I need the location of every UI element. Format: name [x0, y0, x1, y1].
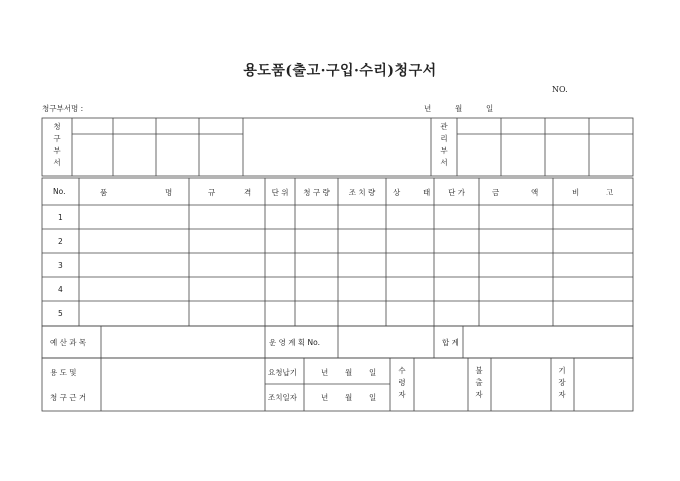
header-item-name-1: 품: [100, 188, 108, 197]
header-unit: 단 위: [271, 188, 289, 197]
row-number: 5: [58, 309, 63, 318]
recorder-label: 기 장 자: [558, 366, 566, 399]
due-year: 년: [321, 368, 329, 377]
due-date-label: 요청납기: [268, 368, 297, 377]
header-action-qty: 조 치 량: [348, 188, 376, 197]
header-amount-2: 액: [531, 188, 539, 197]
header-spec-2: 격: [244, 188, 252, 197]
request-basis-label: 청 구 근 거: [50, 393, 87, 402]
issuer-label: 불 출 자: [475, 366, 483, 399]
due-day: 일: [369, 368, 377, 377]
header-spec-1: 규: [208, 188, 216, 197]
action-day: 일: [369, 393, 377, 402]
purpose-label: 용 도 및: [50, 368, 77, 377]
manage-dept-label: 관 리 부 서: [440, 122, 448, 167]
header-request-qty: 청 구 량: [303, 188, 330, 197]
request-dept-label: 청 구 부 서: [53, 122, 61, 167]
document-title: 용도품(출고·구입·수리)청구서: [243, 63, 437, 79]
row-number: 1: [58, 213, 63, 222]
total-label: 합 계: [442, 338, 459, 347]
header-amount-1: 금: [492, 188, 500, 197]
header-remarks-2: 고: [606, 188, 614, 197]
header-status-2: 태: [423, 188, 431, 197]
header-unit-price: 단 가: [448, 188, 465, 197]
action-date-label: 조치일자: [268, 393, 297, 402]
action-month: 월: [345, 393, 353, 402]
budget-item-label: 예 산 과 목: [50, 338, 87, 347]
row-number: 3: [58, 261, 63, 270]
date-month-label: 월: [455, 104, 463, 113]
document-number-label: NO.: [552, 85, 568, 94]
header-no: No.: [53, 187, 66, 196]
date-year-label: 년: [424, 104, 432, 113]
header-remarks-1: 비: [572, 188, 580, 197]
header-status-1: 상: [393, 188, 401, 197]
header-item-name-2: 명: [165, 188, 173, 197]
action-year: 년: [321, 393, 329, 402]
row-number: 4: [58, 285, 63, 294]
request-dept-name-label: 청구부서명 :: [42, 104, 84, 113]
receiver-label: 수 령 자: [398, 366, 406, 399]
due-month: 월: [345, 368, 353, 377]
date-day-label: 일: [486, 104, 494, 113]
row-number: 2: [58, 237, 63, 246]
operation-plan-label: 운 영 계 획 No.: [269, 338, 320, 347]
